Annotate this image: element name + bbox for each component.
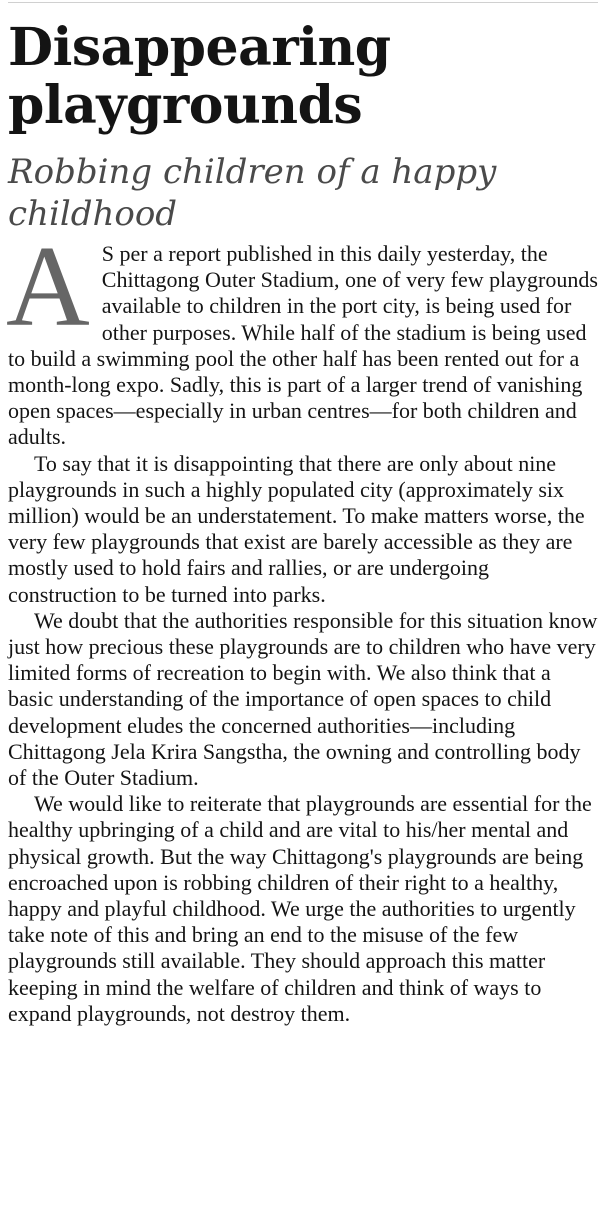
subheadline-line-2: childhood [8, 194, 178, 234]
subheadline [8, 151, 598, 235]
paragraph-4: We would like to reiterate that playgrounds are essential for the healthy upbringing of a child and are vital to his/her mental and physical growth. But the way Chittagong's playgrounds are being encroached upon is robbing children of their right to a healthy, happy and playful childhood. We urge the authorities to urgently take note of this and bring an end to the misuse of the few playgrounds still available. They should approach this matter keeping in mind the welfare of children and think of ways to expand playgrounds, not destroy them. [8, 791, 592, 1026]
paragraph-2: To say that it is disappointing that there are only about nine playgrounds in such a highly populated city (approximately six million) would be an understatement. To make matters worse, the very few playgrounds that exist are barely accessible as they are mostly used to hold fairs and rallies, or are undergoing construction to be turned into parks. [8, 450, 585, 607]
headline-line-2: playgrounds [8, 75, 363, 136]
top-divider [8, 2, 598, 3]
paragraph-3: We doubt that the authorities responsible for this situation know just how precious these playgrounds are to children who have very limited forms of recreation to begin with. We also think that a basic understanding of the importance of open spaces to child development eludes the concerned authorities—including Chittagong Jela Krira Sangstha, the owning and controlling body of the Outer Stadium. [8, 607, 598, 791]
subheadline-line-1: Robbing children of a happy [8, 152, 497, 192]
article-body [6, 223, 598, 1027]
paragraph-1 [6, 223, 598, 451]
headline-line-1: Disappearing [8, 17, 391, 78]
headline [8, 19, 598, 135]
paragraph-1-text: S per a report published in this daily yesterday, the Chittagong Outer Stadium, one of very few playgrounds available to children in the port city, is being used for other purposes. While half of the stadium is being used to build a swimming pool the other half has been rented out for a month-long expo. Sadly, this is part of a larger trend of vanishing open spaces—especially in urban centres—for both children and adults. [8, 241, 598, 450]
drop-cap: A [6, 223, 90, 351]
article [8, 0, 598, 1027]
